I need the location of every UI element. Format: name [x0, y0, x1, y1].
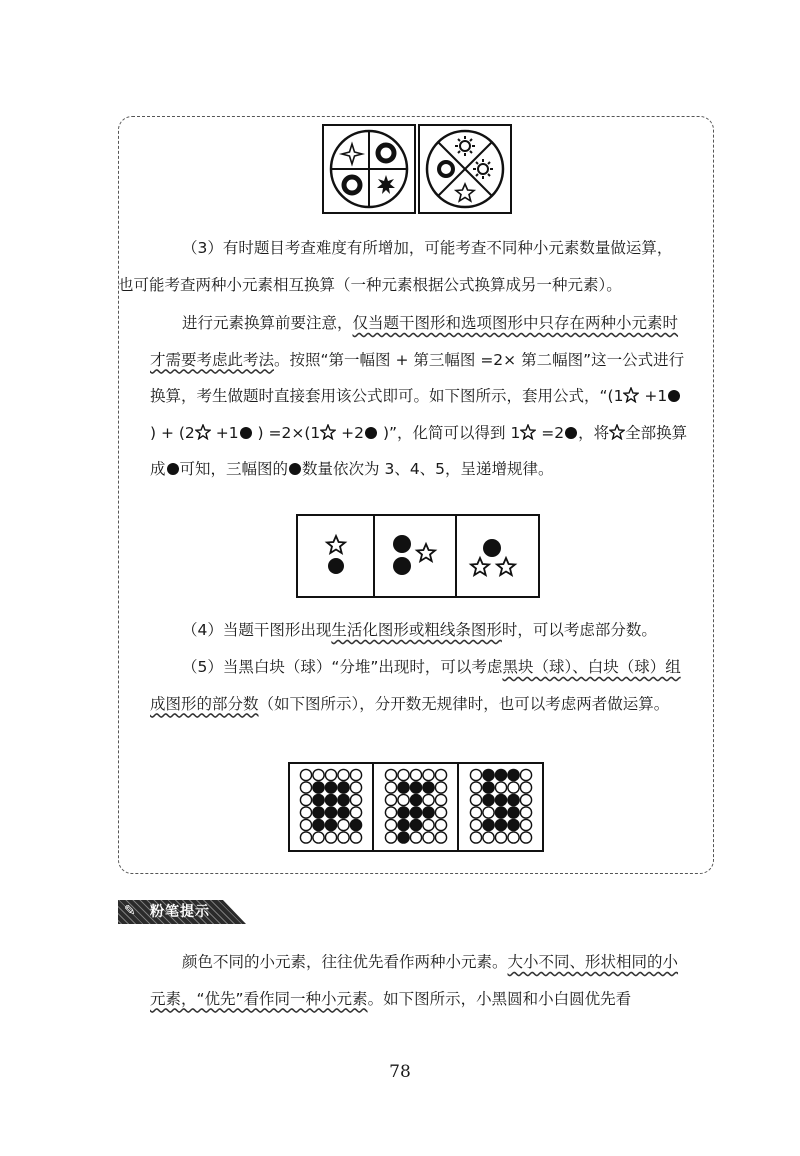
black-dot-icon [313, 819, 324, 830]
right-quadrant-circle [427, 131, 503, 207]
star-outline-icon [623, 387, 639, 403]
formula-text: +2 [336, 423, 365, 442]
white-dot-icon [483, 832, 494, 843]
starburst-icon [377, 175, 395, 194]
white-dot-icon [350, 794, 361, 805]
black-dot-icon [325, 782, 336, 793]
white-dot-icon [470, 832, 481, 843]
circle-quadrant-figure [322, 124, 512, 214]
black-dot-icon [495, 819, 506, 830]
sun-icon [473, 159, 493, 179]
formula-text: 1 [613, 387, 624, 405]
white-dot-icon [350, 832, 361, 843]
white-dot-icon [520, 819, 531, 830]
white-dot-icon [495, 832, 506, 843]
white-dot-icon [410, 769, 421, 780]
black-dot-icon [410, 782, 421, 793]
black-dot-icon [328, 558, 344, 574]
black-dot-icon [364, 426, 378, 440]
black-dot-icon [508, 794, 519, 805]
formula-text: ，将 [578, 423, 610, 442]
white-dot-icon [385, 819, 396, 830]
black-dot-icon [410, 819, 421, 830]
paragraph-4-emphasis: 生活化图形或粗线条图形 [331, 621, 502, 639]
white-dot-icon [410, 832, 421, 843]
dot-grid-figure [288, 762, 544, 852]
white-dot-icon [470, 819, 481, 830]
formula-text: ) =2×(1 [252, 423, 321, 442]
black-dot-icon [325, 807, 336, 818]
white-dot-icon [300, 819, 311, 830]
black-dot-icon [483, 769, 494, 780]
white-dot-icon [470, 807, 481, 818]
black-dot-icon [508, 819, 519, 830]
black-dot-icon [313, 794, 324, 805]
black-dot-icon [288, 462, 302, 476]
formula-text: 可知，三幅图的 [179, 460, 289, 478]
star-outline-icon [195, 424, 211, 440]
star-outline-icon [497, 558, 515, 575]
tip-text-emphasis: 大小不同、形状相同的小元素，“优先”看作同一种小元素 [150, 953, 679, 1008]
black-dot-icon [338, 794, 349, 805]
black-dot-icon [338, 782, 349, 793]
black-dot-icon [483, 794, 494, 805]
white-dot-icon [385, 832, 396, 843]
black-dot-icon [483, 782, 494, 793]
black-dot-icon [313, 782, 324, 793]
tip-text: 颜色不同的小元素，往往优先看作两种小元素。 [182, 953, 508, 971]
pen-icon: ✎ [124, 903, 136, 919]
black-dot-icon [398, 832, 409, 843]
star-outline-icon [471, 558, 489, 575]
white-dot-icon [313, 832, 324, 843]
tip-text-cont: 。如下图所示，小黑圆和小白圆优先看 [367, 989, 632, 1008]
black-dot-icon [398, 819, 409, 830]
white-dot-icon [435, 819, 446, 830]
formula-text: +1 [210, 423, 239, 442]
black-dot-icon [239, 426, 253, 440]
intro-emphasis: 仅当题干图形和选项图形中只存在两种小元素时才需要考虑此考法 [150, 314, 679, 369]
paragraph-3: （3）有时题目考查难度有所增加，可能考查不同种小元素数量做运算， [182, 239, 673, 257]
star-outline-icon [327, 536, 345, 553]
black-dot-icon [423, 807, 434, 818]
white-dot-icon [300, 769, 311, 780]
white-dot-icon [385, 782, 396, 793]
white-dot-icon [300, 782, 311, 793]
ring-icon [344, 177, 360, 193]
black-dot-icon [398, 782, 409, 793]
star-outline-icon [520, 424, 536, 440]
four-point-star-icon [342, 144, 362, 164]
white-dot-icon [435, 794, 446, 805]
white-dot-icon [520, 782, 531, 793]
white-dot-icon [423, 832, 434, 843]
black-dot-icon [564, 426, 578, 440]
black-dot-icon [495, 794, 506, 805]
white-dot-icon [385, 807, 396, 818]
black-dot-icon [483, 539, 501, 557]
paragraph-4-cont: 时，可以考虑部分数。 [501, 621, 657, 639]
white-dot-icon [398, 794, 409, 805]
star-outline-icon [456, 184, 474, 201]
page-number: 78 [389, 1062, 411, 1082]
black-dot-icon [483, 819, 494, 830]
black-dot-icon [508, 769, 519, 780]
white-dot-icon [520, 769, 531, 780]
white-dot-icon [350, 807, 361, 818]
formula-text: 全部换算成 [150, 423, 688, 478]
star-outline-icon [609, 424, 625, 440]
white-dot-icon [423, 769, 434, 780]
white-dot-icon [495, 782, 506, 793]
black-dot-icon [350, 819, 361, 830]
white-dot-icon [435, 807, 446, 818]
tip-label: 粉笔提示 [150, 904, 210, 920]
formula-text: )”，化简可以得到 1 [378, 423, 521, 442]
black-dot-icon [393, 557, 411, 575]
black-dot-icon [495, 807, 506, 818]
intro-text-cont: 。按照“第一幅图 + 第三幅图 =2× 第二幅图”这一公式进行换算，考生做题时直接套用该公式即可。如下图所示，套用公式，“( [150, 350, 685, 405]
white-dot-icon [483, 807, 494, 818]
white-dot-icon [508, 832, 519, 843]
white-dot-icon [435, 782, 446, 793]
white-dot-icon [520, 832, 531, 843]
white-dot-icon [300, 807, 311, 818]
white-dot-icon [435, 769, 446, 780]
ring-icon [439, 162, 453, 176]
paragraph-5: （5）当黑白块（球）“分堆”出现时，可以考虑 [182, 658, 503, 676]
white-dot-icon [470, 794, 481, 805]
star-outline-icon [320, 424, 336, 440]
black-dot-icon [495, 769, 506, 780]
black-dot-icon [166, 462, 180, 476]
formula-text: =2 [536, 423, 565, 442]
white-dot-icon [338, 769, 349, 780]
white-dot-icon [423, 794, 434, 805]
white-dot-icon [313, 769, 324, 780]
white-dot-icon [338, 819, 349, 830]
white-dot-icon [520, 807, 531, 818]
left-quadrant-circle [331, 131, 407, 207]
black-dot-icon [410, 794, 421, 805]
white-dot-icon [435, 832, 446, 843]
white-dot-icon [470, 769, 481, 780]
black-dot-icon [508, 807, 519, 818]
white-dot-icon [470, 782, 481, 793]
intro-text: 进行元素换算前要注意， [182, 314, 353, 332]
white-dot-icon [385, 769, 396, 780]
formula-text: 数量依次为 3、4、5，呈递增规律。 [302, 460, 554, 478]
white-dot-icon [520, 794, 531, 805]
black-dot-icon [313, 807, 324, 818]
ring-icon [378, 145, 394, 161]
black-dot-icon [423, 782, 434, 793]
paragraph-3-cont: 也可能考查两种小元素相互换算（一种元素根据公式换算成另一种元素）。 [118, 275, 622, 294]
white-dot-icon [508, 782, 519, 793]
formula-text: +1 [639, 387, 668, 405]
sun-icon [455, 136, 475, 156]
paragraph-4: （4）当题干图形出现 [182, 621, 332, 639]
paragraph-5-cont: （如下图所示），分开数无规律时，也可以考虑两者做运算。 [258, 694, 670, 713]
white-dot-icon [423, 819, 434, 830]
paragraph-5-emphasis: 黑块（球）、白块（球）组成图形的部分数 [150, 658, 681, 713]
white-dot-icon [325, 769, 336, 780]
star-outline-icon [417, 544, 435, 561]
formula-text: ) + (2 [150, 423, 195, 442]
white-dot-icon [338, 832, 349, 843]
star-dot-figure [296, 514, 540, 598]
white-dot-icon [325, 832, 336, 843]
white-dot-icon [350, 782, 361, 793]
white-dot-icon [300, 832, 311, 843]
white-dot-icon [398, 769, 409, 780]
black-dot-icon [338, 807, 349, 818]
white-dot-icon [350, 769, 361, 780]
black-dot-icon [325, 794, 336, 805]
white-dot-icon [300, 794, 311, 805]
black-dot-icon [410, 807, 421, 818]
white-dot-icon [385, 794, 396, 805]
black-dot-icon [393, 535, 411, 553]
black-dot-icon [667, 389, 681, 403]
black-dot-icon [398, 807, 409, 818]
black-dot-icon [325, 819, 336, 830]
